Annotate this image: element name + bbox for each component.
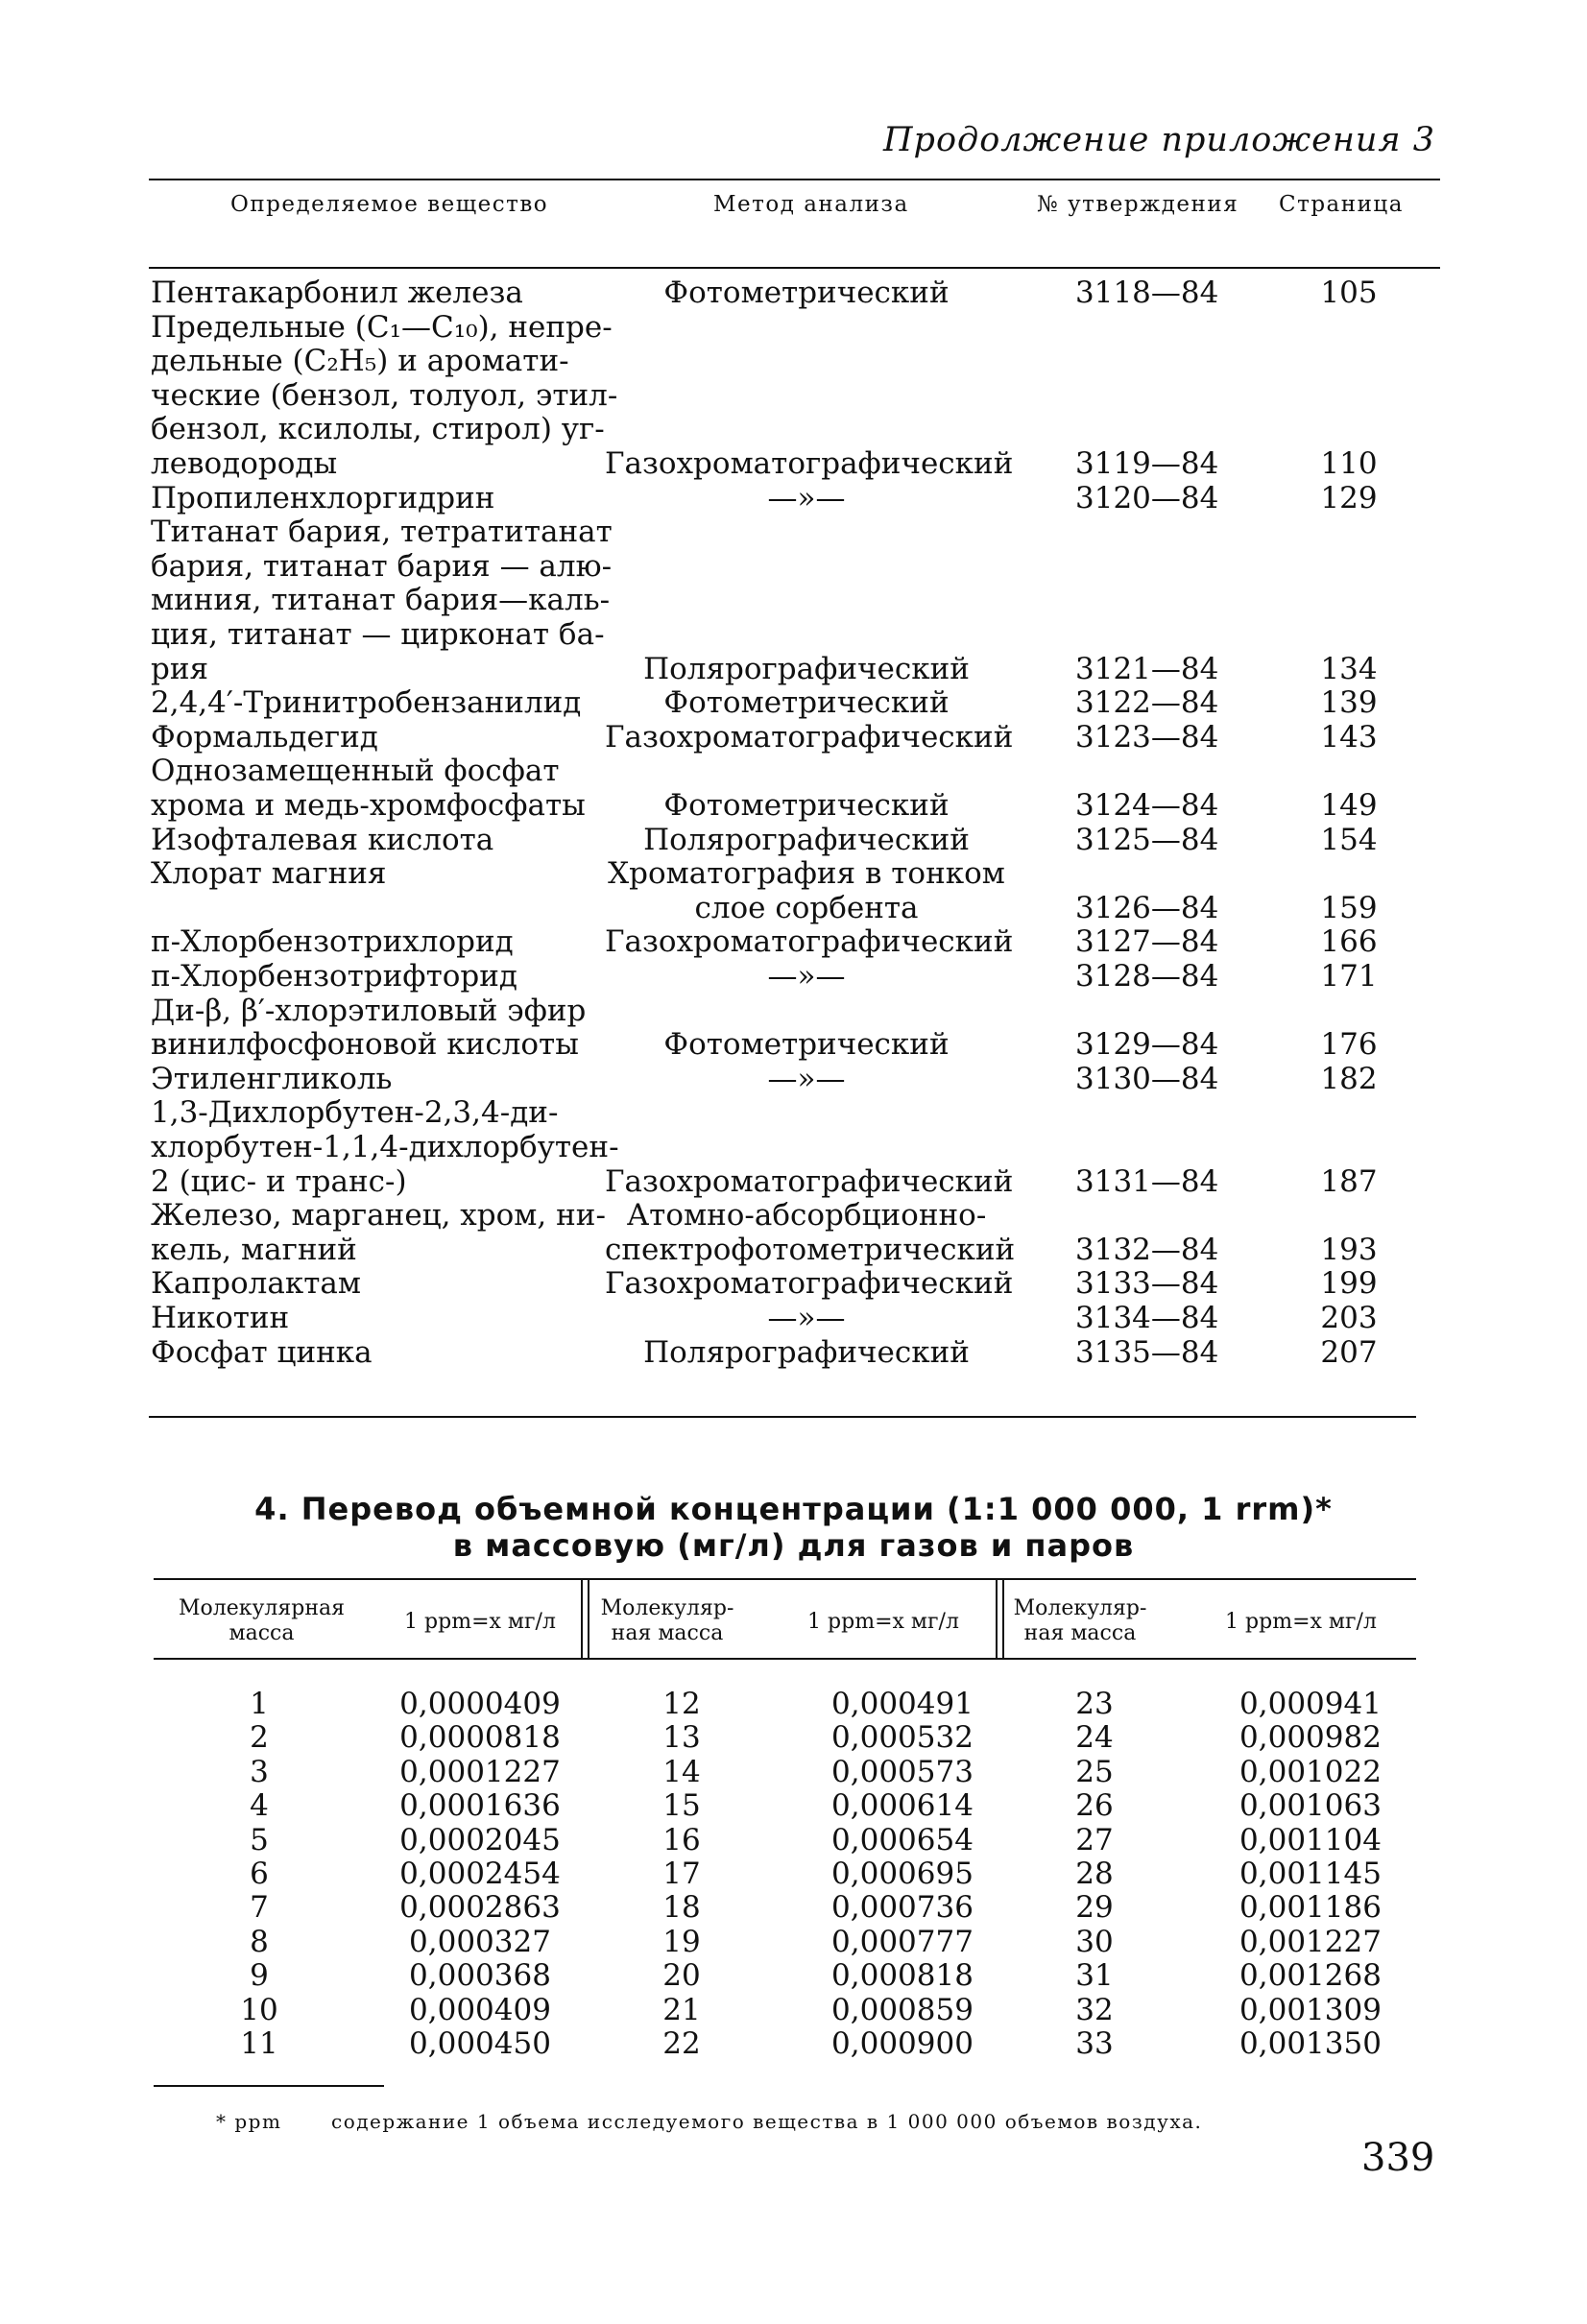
substance-text: 2 (цис- и транс-) <box>151 1163 407 1199</box>
table-row <box>0 311 1587 482</box>
ppm-value-cell: 0,0002045 <box>399 1822 561 1857</box>
page-ref: 187 <box>1320 1163 1378 1199</box>
approval-number: 3131—84 <box>1075 1163 1219 1199</box>
approval-number: 3120—84 <box>1075 480 1219 515</box>
table2-divider <box>588 1578 589 1660</box>
header-line: ная масса <box>1023 1621 1137 1645</box>
mass-cell: 12 <box>662 1687 701 1721</box>
approval-number: 3126—84 <box>1075 890 1219 925</box>
substance-text: бария, титанат бария — алю- <box>151 548 613 584</box>
ppm-value-cell: 0,001309 <box>1239 1992 1382 2027</box>
ppm-value-cell: 0,001022 <box>1239 1754 1382 1789</box>
header-line: Молекулярная <box>178 1596 346 1620</box>
mass-cell: 14 <box>662 1754 701 1789</box>
substance-text: хрома и медь-хромфосфаты <box>151 787 586 823</box>
approval-number: 3130—84 <box>1075 1061 1219 1096</box>
ppm-value-cell: 0,001063 <box>1239 1788 1382 1824</box>
approval-number: 3125—84 <box>1075 822 1219 857</box>
method-text: Газохроматографический <box>605 445 1014 481</box>
mass-cell: 26 <box>1075 1788 1114 1824</box>
substance-text: Фосфат цинка <box>151 1334 373 1370</box>
method-text: Фотометрический <box>663 685 950 721</box>
mass-cell: 1 <box>250 1687 269 1721</box>
header-ppm-1: 1 ppm=x мг/л <box>404 1610 556 1634</box>
mass-cell: 25 <box>1075 1754 1114 1789</box>
substance-text: винилфосфоновой кислоты <box>151 1027 579 1063</box>
table-row <box>0 1063 1587 1097</box>
mass-cell: 32 <box>1075 1992 1114 2027</box>
mass-cell: 30 <box>1075 1924 1114 1959</box>
table-row <box>0 824 1587 858</box>
mass-cell: 6 <box>250 1857 269 1891</box>
header-method: Метод анализа <box>713 192 909 217</box>
ppm-value-cell: 0,001186 <box>1239 1890 1382 1926</box>
header-mass-2 <box>595 1596 739 1646</box>
table-row <box>0 482 1587 516</box>
approval-number: 3128—84 <box>1075 959 1219 994</box>
ppm-value-cell: 0,001227 <box>1239 1924 1382 1959</box>
ppm-value-cell: 0,000450 <box>409 2026 551 2061</box>
method-text: Газохроматографический <box>605 1163 1014 1199</box>
mass-cell: 15 <box>662 1788 701 1824</box>
substance-text: Однозамещенный фосфат <box>151 754 560 789</box>
substance-text: миния, титанат бария—каль- <box>151 583 611 618</box>
approval-number: 3118—84 <box>1075 276 1219 310</box>
page-ref: 139 <box>1320 685 1378 721</box>
page-ref: 176 <box>1320 1027 1378 1063</box>
mass-cell: 8 <box>250 1924 269 1959</box>
page-ref: 171 <box>1320 959 1378 994</box>
page-ref: 166 <box>1320 924 1378 960</box>
header-line: Молекуляр- <box>1013 1596 1147 1620</box>
method-text: Полярографический <box>643 1334 970 1370</box>
substance-text: Изофталевая кислота <box>151 822 494 857</box>
substance-text: Пропиленхлоргидрин <box>151 480 495 515</box>
method-text: слое сорбента <box>694 890 919 925</box>
header-mass-1 <box>158 1596 365 1646</box>
ppm-value-cell: 0,000982 <box>1239 1720 1382 1756</box>
mass-cell: 16 <box>662 1822 701 1857</box>
page-ref: 199 <box>1320 1266 1378 1302</box>
method-text: Хроматография в тонком <box>608 856 1005 892</box>
mass-cell: 20 <box>662 1958 701 1994</box>
table2-divider <box>581 1578 583 1660</box>
table-row <box>0 515 1587 686</box>
substance-text: Хлорат магния <box>151 856 387 892</box>
mass-cell: 4 <box>250 1788 269 1824</box>
method-text: Фотометрический <box>663 1027 950 1063</box>
page-ref: 207 <box>1320 1334 1378 1370</box>
ppm-value-cell: 0,000327 <box>409 1924 551 1959</box>
substance-text: п-Хлорбензотрифторид <box>151 959 517 994</box>
table1-top-rule <box>149 179 1440 180</box>
mass-cell: 28 <box>1075 1857 1114 1891</box>
table2-divider <box>1002 1578 1004 1660</box>
table-row <box>0 994 1587 1063</box>
table1-header-rule <box>149 267 1440 269</box>
method-text: Полярографический <box>643 651 970 686</box>
page-ref: 154 <box>1320 822 1378 857</box>
approval-number: 3121—84 <box>1075 651 1219 686</box>
table2-top-rule <box>154 1578 1416 1580</box>
method-text: —»— <box>767 1301 846 1335</box>
approval-number: 3122—84 <box>1075 685 1219 721</box>
mass-cell: 3 <box>250 1754 269 1789</box>
ppm-value-cell: 0,001268 <box>1239 1958 1382 1994</box>
method-text: —»— <box>767 959 846 994</box>
ppm-value-cell: 0,000736 <box>831 1890 974 1926</box>
ppm-value-cell: 0,001350 <box>1239 2026 1382 2061</box>
approval-number: 3124—84 <box>1075 787 1219 823</box>
substance-text: 1,3-Дихлорбутен-2,3,4-ди- <box>151 1095 559 1131</box>
approval-number: 3132—84 <box>1075 1232 1219 1267</box>
mass-cell: 17 <box>662 1857 701 1891</box>
table-row <box>0 960 1587 994</box>
approval-number: 3123—84 <box>1075 719 1219 755</box>
substance-text: Титанат бария, тетратитанат <box>151 515 613 550</box>
header-line: Молекуляр- <box>600 1596 734 1620</box>
ppm-value-cell: 0,000409 <box>409 1992 551 2027</box>
mass-cell: 21 <box>662 1992 701 2027</box>
ppm-value-cell: 0,0001636 <box>399 1788 561 1824</box>
method-text: Фотометрический <box>663 787 950 823</box>
footnote-mark: * ppm <box>216 2110 282 2133</box>
mass-cell: 24 <box>1075 1720 1114 1756</box>
mass-cell: 29 <box>1075 1890 1114 1926</box>
substance-text: 2,4,4′-Тринитробензанилид <box>151 685 582 721</box>
mass-cell: 19 <box>662 1924 701 1959</box>
substance-text: Предельные (C₁—C₁₀), непре- <box>151 309 613 345</box>
table-row <box>0 925 1587 960</box>
ppm-value-cell: 0,001104 <box>1239 1822 1382 1857</box>
approval-number: 3129—84 <box>1075 1027 1219 1063</box>
approval-number: 3133—84 <box>1075 1266 1219 1302</box>
substance-text: дельные (C₂H₅) и аромати- <box>151 344 569 379</box>
header-line: масса <box>228 1621 295 1645</box>
mass-cell: 18 <box>662 1890 701 1926</box>
ppm-value-cell: 0,001145 <box>1239 1857 1382 1891</box>
header-page: Страница <box>1279 192 1404 217</box>
table2-header-rule <box>154 1658 1416 1660</box>
page-ref: 134 <box>1320 651 1378 686</box>
table1-bottom-rule <box>149 1416 1416 1418</box>
table2-title-line2: в массовую (мг/л) для газов и паров <box>452 1527 1135 1564</box>
substance-text: ческие (бензол, толуол, этил- <box>151 377 618 413</box>
table2-title-line1: 4. Перевод объемной концентрации (1:1 000 000, 1 rrm)* <box>254 1491 1333 1527</box>
page-number: 339 <box>1361 2136 1435 2180</box>
header-line: ная масса <box>611 1621 724 1645</box>
ppm-value-cell: 0,000614 <box>831 1788 974 1824</box>
table-row <box>0 686 1587 721</box>
ppm-value-cell: 0,0000818 <box>399 1720 561 1756</box>
page-ref: 159 <box>1320 890 1378 925</box>
mass-cell: 9 <box>250 1958 269 1994</box>
ppm-value-cell: 0,0000409 <box>399 1687 561 1721</box>
method-text: Полярографический <box>643 822 970 857</box>
approval-number: 3134—84 <box>1075 1301 1219 1335</box>
mass-cell: 13 <box>662 1720 701 1756</box>
header-approval: № утверждения <box>1037 192 1239 217</box>
substance-text: Железо, марганец, хром, ни- <box>151 1198 606 1234</box>
approval-number: 3119—84 <box>1075 445 1219 481</box>
substance-text: леводороды <box>151 445 338 481</box>
mass-cell: 31 <box>1075 1958 1114 1994</box>
page-ref: 193 <box>1320 1232 1378 1267</box>
substance-text: Пентакарбонил железа <box>151 276 523 310</box>
substance-text: Этиленгликоль <box>151 1061 393 1096</box>
page-ref: 110 <box>1320 445 1378 481</box>
mass-cell: 11 <box>240 2026 278 2061</box>
ppm-value-cell: 0,000859 <box>831 1992 974 2027</box>
ppm-value-cell: 0,000695 <box>831 1857 974 1891</box>
header-ppm-2: 1 ppm=x мг/л <box>807 1610 959 1634</box>
substance-text: Формальдегид <box>151 719 378 755</box>
substance-text: п-Хлорбензотрихлорид <box>151 924 514 960</box>
header-ppm-3: 1 ppm=x мг/л <box>1225 1610 1377 1634</box>
ppm-value-cell: 0,000573 <box>831 1754 974 1789</box>
table-row <box>0 276 1587 311</box>
mass-cell: 5 <box>250 1822 269 1857</box>
method-text: Газохроматографический <box>605 924 1014 960</box>
table-row <box>0 1336 1587 1371</box>
mass-cell: 2 <box>250 1720 269 1756</box>
substance-text: Капролактам <box>151 1266 361 1302</box>
table-row <box>0 1199 1587 1267</box>
page-ref: 105 <box>1320 276 1378 310</box>
mass-cell: 7 <box>250 1890 269 1926</box>
method-text: Газохроматографический <box>605 719 1014 755</box>
method-text: Газохроматографический <box>605 1266 1014 1302</box>
page-ref: 143 <box>1320 719 1378 755</box>
substance-text: хлорбутен-1,1,4-дихлорбутен- <box>151 1129 619 1164</box>
ppm-value-cell: 0,000941 <box>1239 1687 1382 1721</box>
page-ref: 149 <box>1320 787 1378 823</box>
ppm-value-cell: 0,000818 <box>831 1958 974 1994</box>
ppm-value-cell: 0,000900 <box>831 2026 974 2061</box>
approval-number: 3127—84 <box>1075 924 1219 960</box>
method-text: —»— <box>767 480 846 515</box>
substance-text: Ди-β, β′-хлорэтиловый эфир <box>151 993 587 1028</box>
page-ref: 182 <box>1320 1061 1378 1096</box>
table-row <box>0 857 1587 925</box>
substance-text: кель, магний <box>151 1232 357 1267</box>
page-ref: 129 <box>1320 480 1378 515</box>
mass-cell: 10 <box>240 1992 278 2027</box>
mass-cell: 23 <box>1075 1687 1114 1721</box>
ppm-value-cell: 0,0002454 <box>399 1857 561 1891</box>
page-ref: 203 <box>1320 1301 1378 1335</box>
ppm-value-cell: 0,000532 <box>831 1720 974 1756</box>
table-row <box>0 1096 1587 1199</box>
header-substance: Определяемое вещество <box>230 192 549 217</box>
method-text: спектрофотометрический <box>605 1232 1016 1267</box>
substance-text: ция, титанат — цирконат ба- <box>151 616 605 652</box>
table2-divider <box>996 1578 998 1660</box>
table-row <box>0 755 1587 823</box>
substance-text: бензол, ксилолы, стирол) уг- <box>151 412 605 447</box>
mass-cell: 33 <box>1075 2026 1114 2061</box>
method-text: —»— <box>767 1061 846 1096</box>
continuation-title: Продолжение приложения 3 <box>883 121 1435 159</box>
ppm-value-cell: 0,0001227 <box>399 1754 561 1789</box>
ppm-value-cell: 0,000654 <box>831 1822 974 1857</box>
footnote-rule <box>154 2085 384 2087</box>
table-row <box>0 1302 1587 1336</box>
ppm-value-cell: 0,000777 <box>831 1924 974 1959</box>
mass-cell: 27 <box>1075 1822 1114 1857</box>
substance-text: рия <box>151 651 209 686</box>
table-row <box>0 1267 1587 1302</box>
table-row <box>0 721 1587 755</box>
approval-number: 3135—84 <box>1075 1334 1219 1370</box>
substance-text: Никотин <box>151 1301 290 1335</box>
mass-cell: 22 <box>662 2026 701 2061</box>
ppm-value-cell: 0,0002863 <box>399 1890 561 1926</box>
ppm-value-cell: 0,000368 <box>409 1958 551 1994</box>
method-text: Фотометрический <box>663 276 950 310</box>
method-text: Атомно-абсорбционно- <box>626 1198 987 1234</box>
ppm-value-cell: 0,000491 <box>831 1687 974 1721</box>
header-mass-3 <box>1008 1596 1152 1646</box>
footnote-text: содержание 1 объема исследуемого вещества в 1 000 000 объемов воздуха. <box>331 2110 1203 2133</box>
